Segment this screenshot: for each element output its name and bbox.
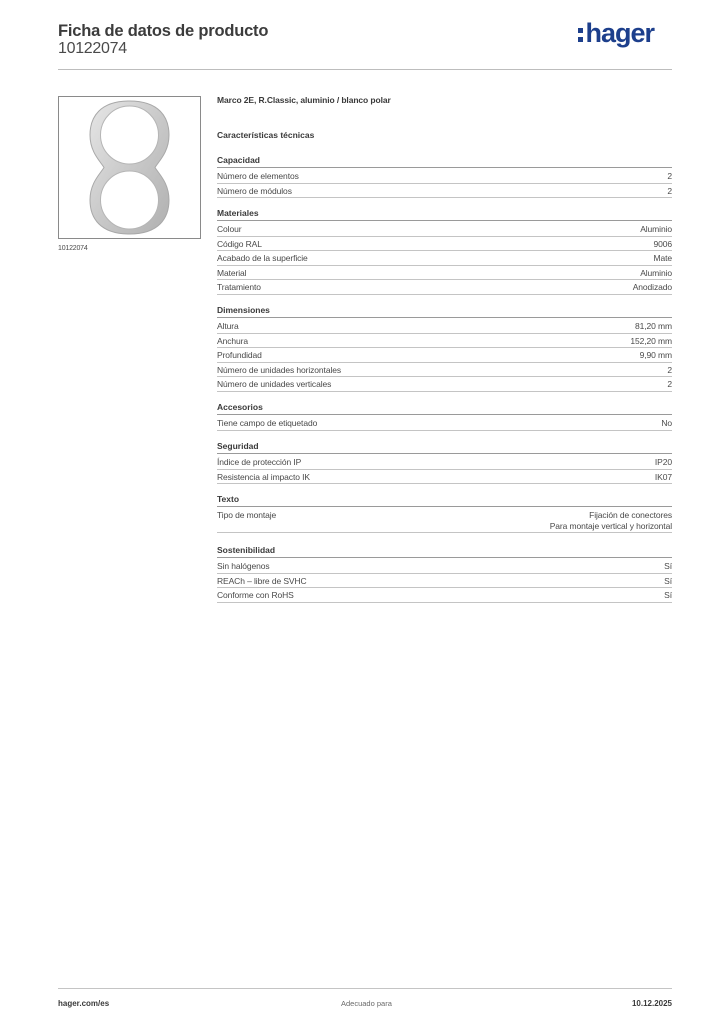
spec-row xyxy=(217,559,672,574)
product-id: 10122074 xyxy=(58,40,127,57)
spec-label: Índice de protección IP xyxy=(217,457,302,467)
footer-date: 10.12.2025 xyxy=(631,999,672,1008)
spec-row xyxy=(217,508,672,533)
spec-label: Número de módulos xyxy=(217,185,292,196)
spec-value: Sí xyxy=(664,590,672,601)
spec-label: Número de elementos xyxy=(217,171,299,181)
spec-row xyxy=(217,334,672,349)
spec-label: Código RAL xyxy=(217,238,262,249)
double-frame-icon xyxy=(59,97,200,238)
spec-row xyxy=(217,348,672,363)
footer-suitable-for: Adecuado para xyxy=(341,999,392,1008)
spec-value: Aluminio xyxy=(640,224,672,234)
spec-label: Material xyxy=(217,267,247,278)
footer-website[interactable]: hager.com/es xyxy=(58,999,110,1008)
spec-value xyxy=(550,510,672,532)
spec-value: 9,90 mm xyxy=(639,350,672,361)
spec-label: Anchura xyxy=(217,335,248,346)
spec-row xyxy=(217,266,672,281)
spec-label: Colour xyxy=(217,224,242,234)
section-title: Dimensiones xyxy=(217,305,672,318)
logo-text: hager xyxy=(585,18,654,48)
spec-row xyxy=(217,416,672,431)
spec-value: 2 xyxy=(667,171,672,181)
image-caption: 10122074 xyxy=(58,245,88,252)
spec-value: No xyxy=(661,418,672,428)
page-header xyxy=(58,20,672,70)
spec-row xyxy=(217,574,672,589)
spec-value: 2 xyxy=(667,379,672,390)
spec-value: 9006 xyxy=(653,238,672,249)
spec-row xyxy=(217,319,672,334)
spec-value: 2 xyxy=(667,185,672,196)
spec-value-line: Fijación de conectores xyxy=(589,510,672,520)
spec-label: Tratamiento xyxy=(217,282,261,293)
spec-value: 152,20 mm xyxy=(630,335,672,346)
spec-row xyxy=(217,455,672,470)
section-title: Accesorios xyxy=(217,402,672,415)
spec-value: IP20 xyxy=(654,457,672,467)
spec-value: Anodizado xyxy=(632,282,672,293)
spec-label: Sin halógenos xyxy=(217,561,270,571)
spec-value: 81,20 mm xyxy=(635,321,672,331)
product-image xyxy=(58,96,201,239)
spec-label: Conforme con RoHS xyxy=(217,590,294,601)
spec-row xyxy=(217,280,672,295)
spec-row xyxy=(217,363,672,378)
section-title: Seguridad xyxy=(217,441,672,454)
spec-row xyxy=(217,377,672,392)
spec-value: Mate xyxy=(653,253,672,264)
spec-label: Número de unidades verticales xyxy=(217,379,332,390)
page-footer xyxy=(58,988,672,1018)
spec-row xyxy=(217,237,672,252)
spec-label: Tipo de montaje xyxy=(217,510,277,520)
document-title: Ficha de datos de producto xyxy=(58,22,269,40)
spec-row xyxy=(217,251,672,266)
spec-row xyxy=(217,222,672,237)
hager-logo xyxy=(578,18,654,49)
spec-row xyxy=(217,470,672,485)
product-name: Marco 2E, R.Classic, aluminio / blanco polar xyxy=(217,95,391,105)
spec-value: Aluminio xyxy=(640,267,672,278)
logo-dots-icon xyxy=(578,28,583,42)
spec-row xyxy=(217,169,672,184)
section-title: Sostenibilidad xyxy=(217,545,672,558)
section-title: Capacidad xyxy=(217,155,672,168)
spec-label: Número de unidades horizontales xyxy=(217,364,342,375)
spec-label: Tiene campo de etiquetado xyxy=(217,418,318,428)
spec-label: Resistencia al impacto IK xyxy=(217,471,310,482)
technical-characteristics-heading: Características técnicas xyxy=(217,130,315,140)
spec-label: Profundidad xyxy=(217,350,262,361)
spec-value-line: Para montaje vertical y horizontal xyxy=(549,521,672,531)
spec-value: Sí xyxy=(664,575,672,586)
spec-label: REACh – libre de SVHC xyxy=(217,575,307,586)
spec-value: Sí xyxy=(664,561,672,571)
spec-value: 2 xyxy=(667,364,672,375)
spec-row xyxy=(217,184,672,199)
spec-label: Altura xyxy=(217,321,239,331)
spec-row xyxy=(217,588,672,603)
section-title: Texto xyxy=(217,494,672,507)
section-title: Materiales xyxy=(217,208,672,221)
spec-value: IK07 xyxy=(654,471,672,482)
spec-label: Acabado de la superficie xyxy=(217,253,308,264)
